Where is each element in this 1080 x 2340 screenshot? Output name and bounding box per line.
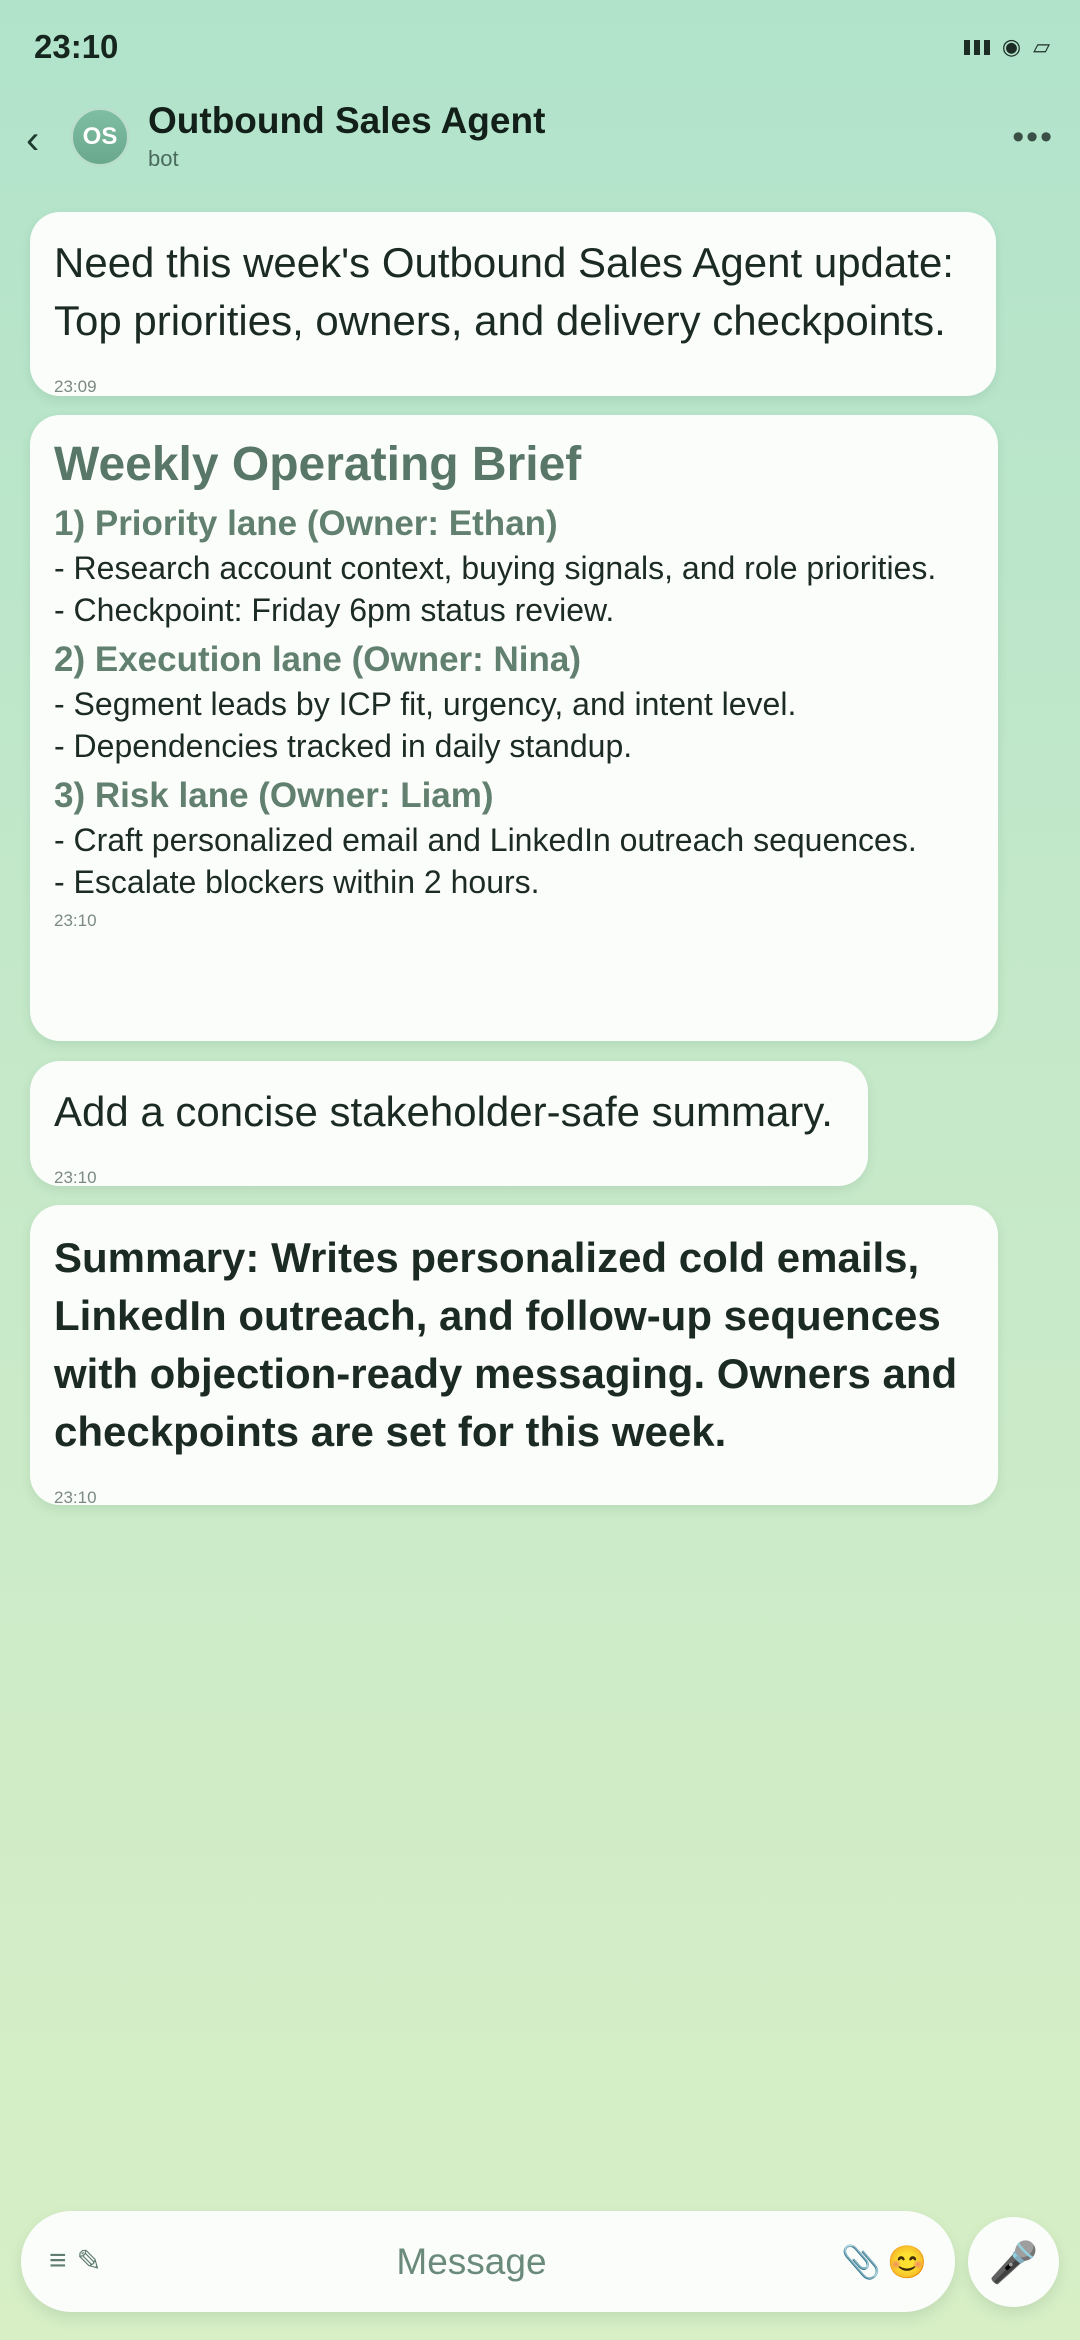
message-composer[interactable]: [21, 2211, 955, 2312]
message-text: Top priorities, owners, and delivery checkpoints.: [54, 297, 946, 344]
message-bubble-user: [30, 1061, 868, 1186]
back-chevron-icon[interactable]: ‹: [26, 118, 40, 162]
section-heading: 3) Risk lane (Owner: Liam): [54, 776, 494, 815]
section-item: - Segment leads by ICP fit, urgency, and intent level.: [54, 686, 797, 722]
chat-title: Outbound Sales Agent: [148, 100, 546, 141]
more-options-icon[interactable]: •••: [1012, 118, 1054, 156]
emoji-icon[interactable]: 😊: [887, 2243, 927, 2280]
message-text: Need this week's Outbound Sales Agent update:: [54, 239, 954, 286]
message-bubble-bot: [30, 415, 998, 1041]
wifi-icon: ◉: [1001, 34, 1022, 59]
attachment-icon[interactable]: 📎: [841, 2243, 882, 2280]
section-item: - Dependencies tracked in daily standup.: [54, 728, 633, 764]
message-bubble-user: [30, 212, 996, 396]
section-item: - Escalate blockers within 2 hours.: [54, 864, 540, 900]
message-time: 23:09: [54, 377, 97, 396]
message-time: 23:10: [54, 911, 97, 930]
microphone-icon: 🎤: [988, 2240, 1039, 2285]
message-time: 23:10: [54, 1488, 97, 1507]
pencil-icon[interactable]: ✎: [76, 2245, 102, 2278]
signal-icon: [964, 40, 990, 55]
chat-subtitle: bot: [148, 146, 179, 171]
avatar[interactable]: OS: [70, 107, 130, 167]
message-time: 23:10: [54, 1168, 97, 1187]
section-heading: 1) Priority lane (Owner: Ethan): [54, 504, 558, 543]
section-heading: 2) Execution lane (Owner: Nina): [54, 640, 582, 679]
section-item: - Research account context, buying signals, and role priorities.: [54, 550, 937, 586]
section-item: - Checkpoint: Friday 6pm status review.: [54, 592, 615, 628]
message-input[interactable]: Message: [396, 2240, 547, 2282]
message-bubble-bot: [30, 1205, 998, 1505]
microphone-button[interactable]: [968, 2217, 1059, 2307]
status-time: 23:10: [34, 28, 119, 65]
battery-icon: ▱: [1033, 34, 1050, 59]
section-item: - Craft personalized email and LinkedIn outreach sequences.: [54, 822, 917, 858]
brief-title: Weekly Operating Brief: [54, 438, 582, 491]
menu-icon[interactable]: ≡: [49, 2244, 67, 2277]
message-text: Add a concise stakeholder-safe summary.: [54, 1088, 833, 1135]
status-icons: [964, 34, 1050, 60]
message-text: Summary: Writes personalized cold emails, LinkedIn outreach, and follow-up sequences with objection-ready messaging. Owners and checkpoints are set for this week.: [54, 1234, 958, 1455]
